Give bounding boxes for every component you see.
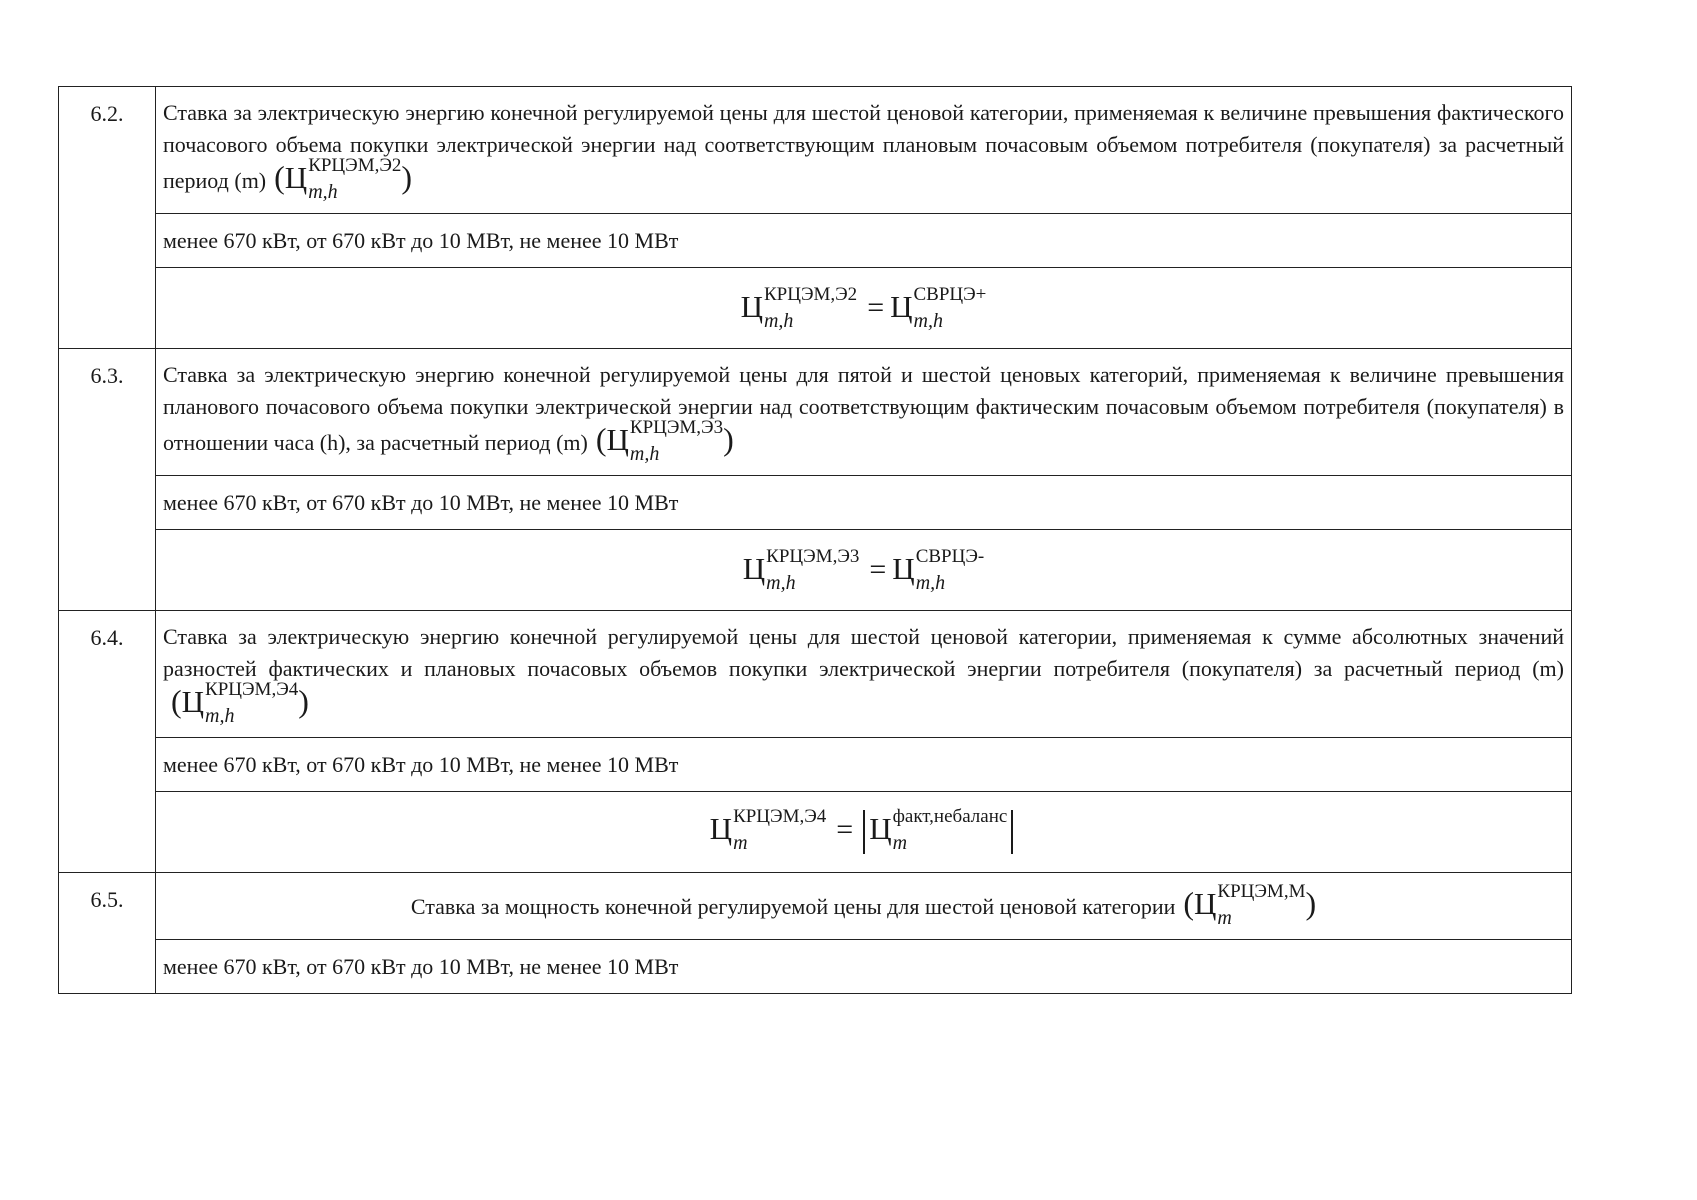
description-text: Ставка за электрическую энергию конечной регулируемой цены для шестой ценовой категории, применяемая к сумме абсолютных значений разностей фактических и плановых почасовых объемов покупки электрической энергии потребителя (покупателя) за расчетный период (m) bbox=[163, 624, 1564, 682]
tariff-table bbox=[58, 86, 1572, 994]
formula: Ц КРЦЭМ,Э2 m,h = Ц СВРЦЭ+ m,h bbox=[156, 268, 1572, 349]
rate-symbol: (Ц КРЦЭМ,Э3 m,h ) bbox=[595, 417, 734, 466]
description-text: Ставка за электрическую энергию конечной регулируемой цены для пятой и шестой ценовых категорий, применяемая к величине превышения планового почасового объема покупки электрической энергии над соответствующим фактическим почасовым объемом потребителя (покупателя) в отношении часа (h), за расчетный период (m) bbox=[163, 362, 1564, 456]
table-row bbox=[59, 87, 1572, 214]
item-description bbox=[156, 611, 1572, 738]
rate-symbol: (Ц КРЦЭМ,Э4 m,h ) bbox=[171, 679, 309, 728]
table-row bbox=[59, 268, 1572, 349]
table-row bbox=[59, 214, 1572, 268]
item-number: 6.4. bbox=[59, 611, 156, 873]
description-text: Ставка за мощность конечной регулируемой цены для шестой ценовой категории bbox=[410, 894, 1176, 920]
abs-bar-left bbox=[863, 810, 865, 854]
item-description bbox=[156, 873, 1572, 940]
capacity-options: менее 670 кВт, от 670 кВт до 10 МВт, не менее 10 МВт bbox=[156, 940, 1572, 994]
table-row bbox=[59, 940, 1572, 994]
description-text: Ставка за электрическую энергию конечной регулируемой цены для шестой ценовой категории, применяемая к величине превышения фактического почасового объема покупки электрической энергии над соответствующим плановым почасовым объемом потребителя (покупателя) за расчетный период (m) bbox=[163, 100, 1564, 193]
item-number: 6.2. bbox=[59, 87, 156, 349]
table-row bbox=[59, 792, 1572, 873]
item-number: 6.3. bbox=[59, 349, 156, 611]
capacity-options: менее 670 кВт, от 670 кВт до 10 МВт, не менее 10 МВт bbox=[156, 476, 1572, 530]
table-row bbox=[59, 873, 1572, 940]
formula: Ц КРЦЭМ,Э3 m,h = Ц СВРЦЭ- m,h bbox=[156, 530, 1572, 611]
item-description bbox=[156, 87, 1572, 214]
table-row bbox=[59, 530, 1572, 611]
capacity-options: менее 670 кВт, от 670 кВт до 10 МВт, не менее 10 МВт bbox=[156, 738, 1572, 792]
abs-bar-right bbox=[1011, 810, 1013, 854]
capacity-options: менее 670 кВт, от 670 кВт до 10 МВт, не менее 10 МВт bbox=[156, 214, 1572, 268]
formula: Ц КРЦЭМ,Э4 m = Ц факт,небаланс m bbox=[156, 792, 1572, 873]
item-number: 6.5. bbox=[59, 873, 156, 994]
table-row bbox=[59, 349, 1572, 476]
table-row bbox=[59, 476, 1572, 530]
rate-symbol: (Ц КРЦЭМ,М m ) bbox=[1183, 881, 1317, 930]
item-description bbox=[156, 349, 1572, 476]
table-row bbox=[59, 611, 1572, 738]
rate-symbol: (Ц КРЦЭМ,Э2 m,h ) bbox=[274, 155, 413, 204]
table-row bbox=[59, 738, 1572, 792]
